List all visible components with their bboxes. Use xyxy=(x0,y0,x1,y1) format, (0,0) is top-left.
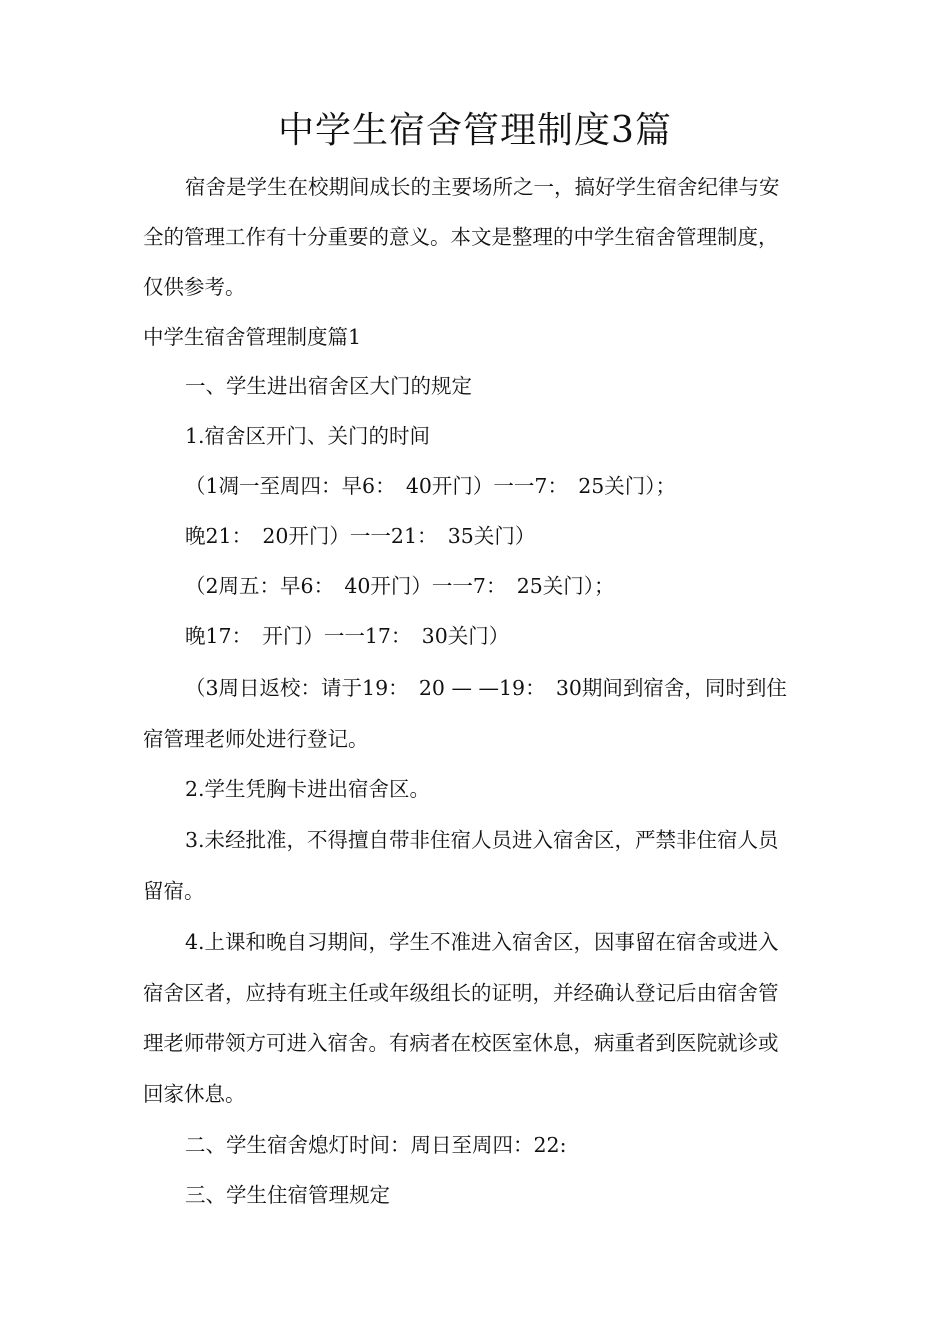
subsection-heading: 三、学生住宿管理规定 xyxy=(185,1183,390,1207)
schedule-line: 晚17： 开门）一一17： 30关门） xyxy=(185,624,510,648)
schedule-line: 宿管理老师处进行登记。 xyxy=(143,727,369,751)
list-item: 回家休息。 xyxy=(143,1082,246,1106)
paragraph-line: 全的管理工作有十分重要的意义。本文是整理的中学生宿舍管理制度， xyxy=(143,225,779,249)
document-title: 中学生宿舍管理制度3篇 xyxy=(278,110,672,151)
section-heading: 中学生宿舍管理制度篇1 xyxy=(143,325,362,349)
schedule-line: （3周日返校：请于19： 20 — —19： 30期间到宿舍，同时到住 xyxy=(185,676,787,700)
list-item: 宿舍区者，应持有班主任或年级组长的证明，并经确认登记后由宿舍管 xyxy=(143,981,779,1005)
list-item: 2.学生凭胸卡进出宿舍区。 xyxy=(185,777,431,801)
list-item: 4.上课和晚自习期间，学生不准进入宿舍区，因事留在宿舍或进入 xyxy=(185,930,779,954)
list-item: 1.宿舍区开门、关门的时间 xyxy=(185,424,431,448)
subsection-heading: 二、学生宿舍熄灯时间：周日至周四：22: xyxy=(185,1133,567,1157)
subsection-heading: 一、学生进出宿舍区大门的规定 xyxy=(185,374,472,398)
list-item: 3.未经批准，不得擅自带非住宿人员进入宿舍区，严禁非住宿人员 xyxy=(185,828,779,852)
schedule-line: （1凋一至周四：早6： 40开门）一一7： 25关门）； xyxy=(185,474,677,498)
schedule-line: 晚21： 20开门）一一21： 35关门） xyxy=(185,524,536,548)
paragraph-line: 宿舍是学生在校期间成长的主要场所之一，搞好学生宿舍纪律与安 xyxy=(185,175,780,199)
list-item: 留宿。 xyxy=(143,879,205,903)
list-item: 理老师带领方可进入宿舍。有病者在校医室休息，病重者到医院就诊或 xyxy=(143,1031,779,1055)
schedule-line: （2周五：早6： 40开门）一一7： 25关门）； xyxy=(185,574,615,598)
paragraph-line: 仅供参考。 xyxy=(143,275,246,299)
